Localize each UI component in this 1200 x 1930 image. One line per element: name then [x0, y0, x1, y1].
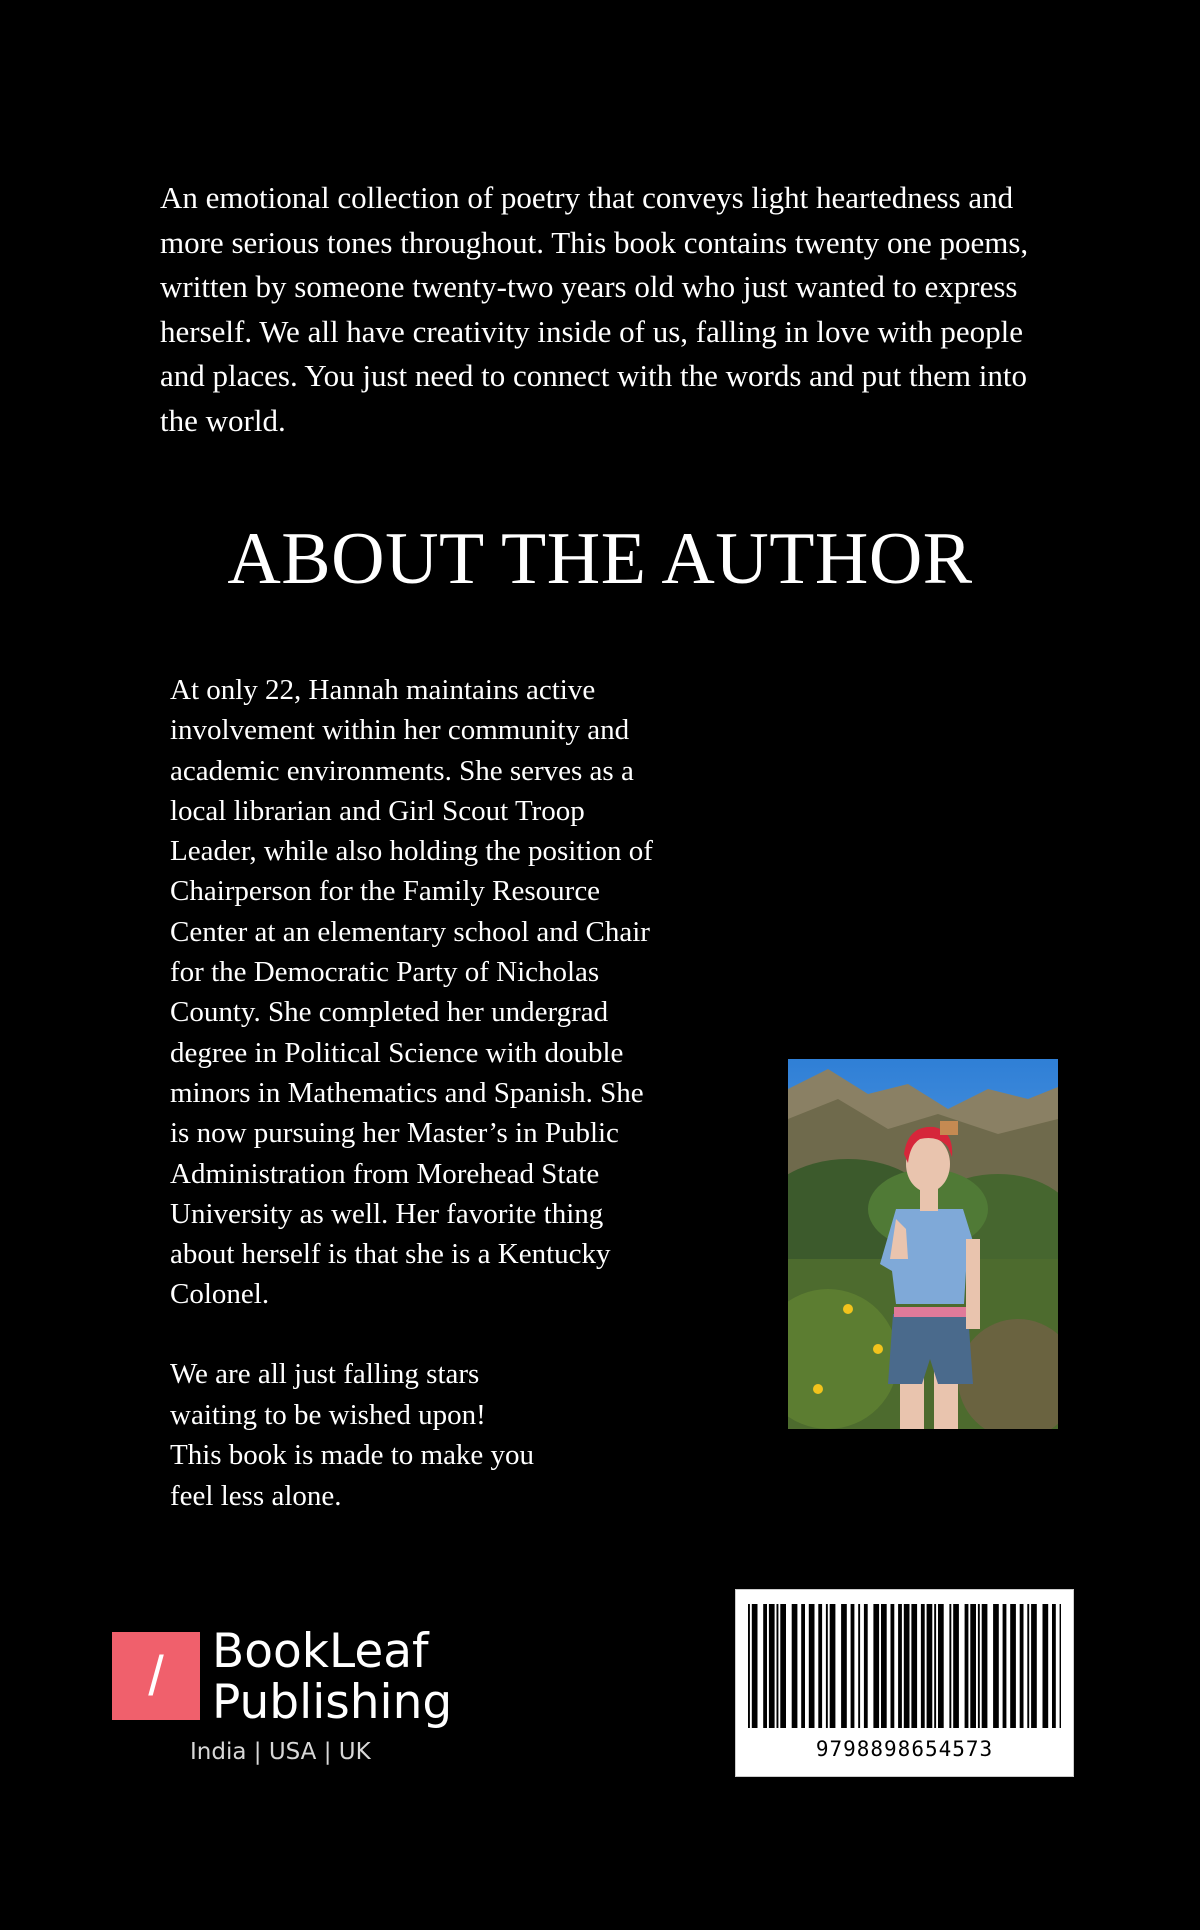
author-quote: We are all just falling stars waiting to be wished upon! This book is made to make you feel less alone. [170, 1358, 535, 1512]
barcode-bars [748, 1604, 1061, 1734]
publisher-regions: India | USA | UK [190, 1739, 371, 1765]
slash-icon: / [148, 1644, 164, 1707]
author-photo [788, 1059, 1058, 1429]
publisher-name-line1: BookLeaf [212, 1624, 429, 1679]
book-description: An emotional collection of poetry that conveys light heartedness and more serious tones throughout. This book contains twenty one poems, written by someone twenty-two years old who just wanted to express herself. We all have creativity inside of us, falling in love with people and places. You just need to connect with the words and put them into the world. [160, 180, 1029, 438]
publisher-logo-mark [112, 1632, 200, 1720]
author-bio: At only 22, Hannah maintains active involvement within her community and academic environments. She serves as a local librarian and Girl Scout Troop Leader, while also holding the position of Chairperson for the Family Resource Center at an elementary school and Chair for the Democratic Party of Nicholas County. She completed her undergrad degree in Political Science with double minors in Mathematics and Spanish. She is now pursuing her Master’s in Public Administration from Morehead State University as well. Her favorite thing about herself is that she is a Kentucky Colonel. [170, 674, 653, 1311]
publisher-name-line2: Publishing [212, 1675, 453, 1730]
about-the-author-heading: ABOUT THE AUTHOR [227, 518, 973, 600]
isbn-barcode [735, 1589, 1074, 1777]
isbn-number: 9798898654573 [815, 1737, 994, 1761]
